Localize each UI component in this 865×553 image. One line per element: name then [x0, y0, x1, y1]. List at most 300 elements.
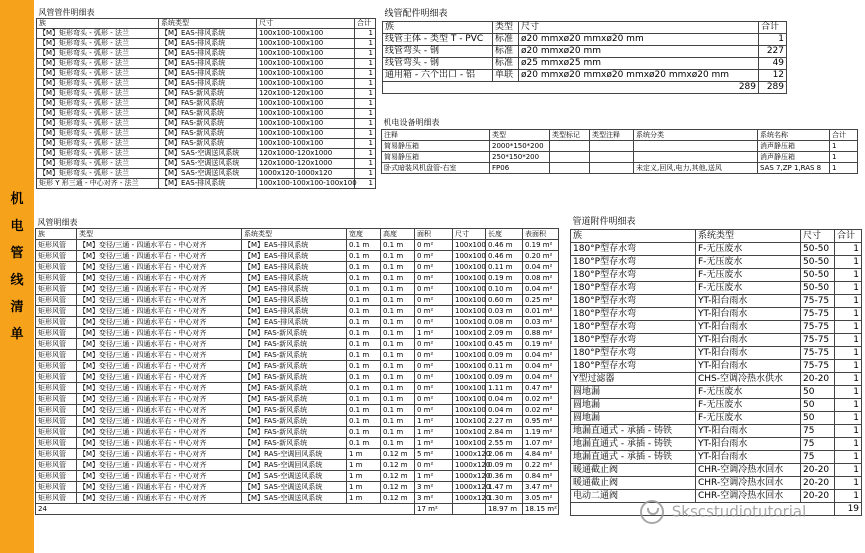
table-cell[interactable]: 100x100 [453, 350, 486, 361]
table-cell[interactable]: 180°P型存水弯 [571, 282, 696, 295]
table-cell[interactable]: 180°P型存水弯 [571, 243, 696, 256]
table-cell[interactable]: 0.1 m [381, 372, 415, 383]
table-cell[interactable]: 3 m² [415, 482, 453, 493]
table-cell[interactable]: 0.1 m [347, 251, 381, 262]
table-cell[interactable]: 【M】EAS-排风系统 [242, 240, 347, 251]
column-header[interactable]: 族 [36, 229, 77, 240]
table-cell[interactable]: 0.20 m² [523, 251, 559, 262]
table-cell[interactable]: 标准 [493, 34, 519, 46]
table-cell[interactable]: ø20 mmxø20 mm [519, 46, 759, 58]
table-cell[interactable]: 【M】矩形弯头 - 弧形 - 法兰 [37, 39, 159, 49]
table-cell[interactable]: 2.09 m [486, 328, 523, 339]
column-header[interactable]: 尺寸 [453, 229, 486, 240]
column-header[interactable]: 尺寸 [519, 22, 759, 34]
table-cell[interactable]: ø20 mmxø20 mmxø20 mmxø20 mmxø20 mm [519, 70, 759, 82]
table-cell[interactable]: 1.19 m² [523, 427, 559, 438]
table-row[interactable] [36, 405, 559, 416]
table-cell[interactable]: F-无压废水 [696, 282, 801, 295]
table-cell[interactable]: 20-20 [801, 477, 835, 490]
table-cell[interactable]: 50 [801, 386, 835, 399]
table-cell[interactable]: 矩形风管 [36, 427, 77, 438]
table-cell[interactable]: 0.88 m² [523, 328, 559, 339]
table-cell[interactable]: 矩形风管 [36, 240, 77, 251]
table-cell[interactable]: 【M】FAS-新风系统 [242, 405, 347, 416]
table-cell[interactable]: 0.03 m [486, 306, 523, 317]
table-cell[interactable]: 0.1 m [381, 273, 415, 284]
table-cell[interactable]: 100x100-100x100 [257, 109, 355, 119]
column-header[interactable]: 族 [37, 19, 159, 29]
table-row[interactable] [36, 317, 559, 328]
table-row[interactable] [36, 295, 559, 306]
table-cell[interactable] [590, 141, 634, 152]
table-cell[interactable]: 【M】EAS-排风系统 [159, 39, 257, 49]
table-row[interactable] [382, 152, 858, 163]
table-row[interactable] [36, 262, 559, 273]
table-cell[interactable]: 0.1 m [381, 438, 415, 449]
table-cell[interactable]: 1 [835, 373, 862, 386]
table-cell[interactable]: 1 [830, 163, 858, 174]
table-cell[interactable]: 【M】变径/三通 - 四通水平右 - 中心对齐 [77, 460, 242, 471]
table-cell[interactable]: 【M】SAS-空调送风系统 [242, 493, 347, 504]
table-row[interactable] [571, 451, 862, 464]
table-cell[interactable]: 简易静压箱 [382, 141, 490, 152]
table-cell[interactable]: 【M】FAS-新风系统 [159, 129, 257, 139]
table-cell[interactable]: 100x100 [453, 262, 486, 273]
table-cell[interactable]: 1 [355, 79, 376, 89]
table-cell[interactable]: 0.1 m [381, 251, 415, 262]
table-cell[interactable]: 100x100-100x100 [257, 69, 355, 79]
table-cell[interactable]: 50-50 [801, 256, 835, 269]
table-cell[interactable]: 简易静压箱 [382, 152, 490, 163]
table-cell[interactable]: F-无压废水 [696, 399, 801, 412]
table-cell[interactable]: 1.07 m² [523, 438, 559, 449]
table-cell[interactable] [550, 141, 590, 152]
table-cell[interactable]: 未定义,回风,电力,其他,送风 [634, 163, 758, 174]
table-row[interactable] [571, 373, 862, 386]
table-cell[interactable]: 矩形风管 [36, 405, 77, 416]
table-cell[interactable]: 【M】SAS-空调送风系统 [242, 482, 347, 493]
table-cell[interactable]: 【M】变径/三通 - 四通水平右 - 中心对齐 [77, 427, 242, 438]
table-cell[interactable]: 矩形风管 [36, 328, 77, 339]
table-cell[interactable]: 20-20 [801, 464, 835, 477]
table-row[interactable] [571, 399, 862, 412]
table-cell[interactable]: 0.1 m [347, 416, 381, 427]
table-cell[interactable]: 【M】变径/三通 - 四通水平右 - 中心对齐 [77, 262, 242, 273]
table-cell[interactable]: 75 [801, 425, 835, 438]
table-cell[interactable]: 120x100-120x100 [257, 89, 355, 99]
table-cell[interactable]: 227 [759, 46, 787, 58]
table-cell[interactable]: 地漏直通式 - 承插 - 铸铁 [571, 438, 696, 451]
table-cell[interactable]: 100x100 [453, 240, 486, 251]
column-header[interactable]: 系统名称 [758, 130, 830, 141]
table-cell[interactable]: 1 m [347, 482, 381, 493]
table-cell[interactable]: 【M】EAS-排风系统 [159, 49, 257, 59]
table-cell[interactable]: 0.1 m [347, 262, 381, 273]
table-cell[interactable]: 100x100 [453, 284, 486, 295]
table-row[interactable] [571, 243, 862, 256]
table-row[interactable] [36, 240, 559, 251]
table-cell[interactable]: 100x100 [453, 383, 486, 394]
table-cell[interactable]: 【M】EAS-排风系统 [242, 295, 347, 306]
table-cell[interactable]: 75-75 [801, 308, 835, 321]
table-cell[interactable]: 0.84 m² [523, 471, 559, 482]
table-cell[interactable]: 【M】变径/三通 - 四通水平右 - 中心对齐 [77, 416, 242, 427]
table-cell[interactable]: F-无压废水 [696, 386, 801, 399]
table-cell[interactable]: 1000x120 [453, 493, 486, 504]
table-cell[interactable]: 【M】FAS-新风系统 [159, 89, 257, 99]
table-cell[interactable]: 【M】变径/三通 - 四通水平右 - 中心对齐 [77, 240, 242, 251]
table-cell[interactable]: 0.1 m [347, 295, 381, 306]
table-cell[interactable]: 0.04 m [486, 394, 523, 405]
table-cell[interactable]: 【M】FAS-新风系统 [242, 383, 347, 394]
table-cell[interactable]: 0.1 m [381, 317, 415, 328]
table-row[interactable] [571, 412, 862, 425]
table-row[interactable] [37, 139, 376, 149]
table-cell[interactable]: 100x100 [453, 394, 486, 405]
table-cell[interactable]: 0.95 m² [523, 416, 559, 427]
table-cell[interactable] [590, 152, 634, 163]
table-cell[interactable]: 0.1 m [347, 361, 381, 372]
column-header[interactable]: 类型注释 [590, 130, 634, 141]
table-cell[interactable]: 180°P型存水弯 [571, 347, 696, 360]
column-header[interactable]: 注释 [382, 130, 490, 141]
table-cell[interactable]: 0.1 m [381, 328, 415, 339]
table-cell[interactable]: 0 m² [415, 295, 453, 306]
table-cell[interactable]: 100x100-100x100 [257, 39, 355, 49]
table-cell[interactable]: 消声静压箱 [758, 152, 830, 163]
table-cell[interactable]: 1 m [347, 449, 381, 460]
table-cell[interactable]: 0.60 m [486, 295, 523, 306]
table-row[interactable] [37, 29, 376, 39]
table-cell[interactable]: F-无压废水 [696, 243, 801, 256]
table-cell[interactable]: 1 [355, 149, 376, 159]
table-cell[interactable]: 3.05 m² [523, 493, 559, 504]
table-cell[interactable]: 0 m² [415, 339, 453, 350]
table-cell[interactable]: 【M】EAS-排风系统 [242, 284, 347, 295]
table-cell[interactable]: 0.03 m² [523, 317, 559, 328]
table-cell[interactable]: 【M】EAS-排风系统 [159, 79, 257, 89]
table-cell[interactable]: 【M】FAS-新风系统 [242, 339, 347, 350]
table-cell[interactable]: 【M】EAS-排风系统 [242, 262, 347, 273]
table-cell[interactable]: 1000x120 [453, 471, 486, 482]
table-cell[interactable]: F-无压废水 [696, 256, 801, 269]
table-cell[interactable]: YT-阳台雨水 [696, 347, 801, 360]
table-cell[interactable]: 标准 [493, 58, 519, 70]
table-cell[interactable]: 0.02 m² [523, 394, 559, 405]
table-cell[interactable]: 卧式暗装风机盘管-右室 [382, 163, 490, 174]
table-cell[interactable]: 【M】矩形弯头 - 弧形 - 法兰 [37, 99, 159, 109]
table-cell[interactable]: 2.06 m [486, 449, 523, 460]
column-header[interactable]: 合计 [759, 22, 787, 34]
table-cell[interactable]: 1 m [347, 460, 381, 471]
table-cell[interactable]: 矩形风管 [36, 416, 77, 427]
table-cell[interactable]: 100x100 [453, 328, 486, 339]
table-cell[interactable]: 0.1 m [347, 438, 381, 449]
table-cell[interactable]: 50-50 [801, 243, 835, 256]
table-cell[interactable]: 0.1 m [381, 361, 415, 372]
table-cell[interactable]: 1 [835, 282, 862, 295]
table-cell[interactable]: 矩形风管 [36, 493, 77, 504]
table-cell[interactable]: 0.12 m [381, 471, 415, 482]
table-cell[interactable]: 100x100 [453, 273, 486, 284]
table-cell[interactable]: 0.12 m [381, 493, 415, 504]
table-cell[interactable]: YT-阳台雨水 [696, 321, 801, 334]
table-row[interactable] [36, 460, 559, 471]
table-cell[interactable]: 1 [355, 109, 376, 119]
table-cell[interactable]: 0.1 m [381, 383, 415, 394]
table-cell[interactable]: 【M】EAS-排风系统 [159, 69, 257, 79]
table-cell[interactable]: 线管弯头 - 钢 [383, 58, 493, 70]
table-cell[interactable]: 2.27 m [486, 416, 523, 427]
table-cell[interactable]: 【M】矩形弯头 - 弧形 - 法兰 [37, 79, 159, 89]
table-row[interactable] [36, 251, 559, 262]
table-cell[interactable]: 0.1 m [347, 405, 381, 416]
table-row[interactable] [36, 438, 559, 449]
table-cell[interactable]: 【M】变径/三通 - 四通水平右 - 中心对齐 [77, 438, 242, 449]
table-cell[interactable]: F-无压废水 [696, 269, 801, 282]
table-cell[interactable]: F-无压废水 [696, 412, 801, 425]
column-header[interactable]: 系统类型 [159, 19, 257, 29]
table-cell[interactable]: 100x100 [453, 361, 486, 372]
table-row[interactable] [37, 159, 376, 169]
table-cell[interactable]: 【M】EAS-排风系统 [159, 179, 257, 189]
table-cell[interactable]: 180°P型存水弯 [571, 321, 696, 334]
table-cell[interactable]: 0.46 m [486, 251, 523, 262]
column-header[interactable]: 合计 [830, 130, 858, 141]
table-cell[interactable]: 0.1 m [347, 306, 381, 317]
table-cell[interactable]: 0.1 m [381, 427, 415, 438]
table-cell[interactable]: 【M】变径/三通 - 四通水平右 - 中心对齐 [77, 328, 242, 339]
table-cell[interactable]: 0 m² [415, 240, 453, 251]
table-cell[interactable]: 75-75 [801, 360, 835, 373]
table-cell[interactable]: 250*150*200 [490, 152, 550, 163]
table-cell[interactable]: 0.1 m [381, 295, 415, 306]
table-cell[interactable]: 【M】EAS-排风系统 [242, 273, 347, 284]
table-row[interactable] [382, 163, 858, 174]
table-row[interactable] [36, 449, 559, 460]
table-cell[interactable]: 0 m² [415, 383, 453, 394]
table-cell[interactable]: 矩形风管 [36, 438, 77, 449]
table-row[interactable] [37, 89, 376, 99]
table-row[interactable] [36, 493, 559, 504]
table-cell[interactable]: 100x100 [453, 405, 486, 416]
table-cell[interactable]: 矩形风管 [36, 361, 77, 372]
table-cell[interactable]: 75-75 [801, 295, 835, 308]
table-cell[interactable]: 0.10 m [486, 284, 523, 295]
table-cell[interactable]: 0.12 m [381, 449, 415, 460]
table-cell[interactable]: 100x100 [453, 372, 486, 383]
table-row[interactable] [36, 427, 559, 438]
table-cell[interactable]: 单联 [493, 70, 519, 82]
table-row[interactable] [571, 347, 862, 360]
column-header[interactable]: 族 [383, 22, 493, 34]
table-cell[interactable]: 0.1 m [381, 350, 415, 361]
table-cell[interactable]: 矩形风管 [36, 317, 77, 328]
table-cell[interactable]: 【M】变径/三通 - 四通水平右 - 中心对齐 [77, 471, 242, 482]
table-cell[interactable]: 0.12 m [381, 460, 415, 471]
table-cell[interactable]: 1 [835, 347, 862, 360]
table-cell[interactable]: 1000x120-1000x120 [257, 169, 355, 179]
table-cell[interactable]: 0.01 m² [523, 306, 559, 317]
table-row[interactable] [37, 59, 376, 69]
table-cell[interactable]: 地漏直通式 - 承插 - 铸铁 [571, 451, 696, 464]
table-row[interactable] [571, 464, 862, 477]
table-cell[interactable]: 180°P型存水弯 [571, 256, 696, 269]
table-cell[interactable]: YT-阳台雨水 [696, 425, 801, 438]
table-row[interactable] [383, 34, 787, 46]
table-cell[interactable]: 1 [835, 477, 862, 490]
table-cell[interactable]: 1 [355, 169, 376, 179]
table-cell[interactable]: 0 m² [415, 460, 453, 471]
table-cell[interactable]: YT-阳台雨水 [696, 360, 801, 373]
table-cell[interactable]: 【M】FAS-新风系统 [242, 438, 347, 449]
table-cell[interactable]: 1 [835, 334, 862, 347]
table-cell[interactable]: 100x100 [453, 251, 486, 262]
table-cell[interactable]: 1 m² [415, 471, 453, 482]
table-cell[interactable]: 0.1 m [347, 328, 381, 339]
table-cell[interactable]: 1 m² [415, 416, 453, 427]
table-cell[interactable]: 【M】变径/三通 - 四通水平右 - 中心对齐 [77, 449, 242, 460]
column-header[interactable]: 尺寸 [801, 230, 835, 243]
table-cell[interactable]: 0.47 m² [523, 383, 559, 394]
table-cell[interactable]: 矩形风管 [36, 295, 77, 306]
table-row[interactable] [571, 321, 862, 334]
table-cell[interactable]: 1 [355, 69, 376, 79]
table-cell[interactable]: 75-75 [801, 321, 835, 334]
table-row[interactable] [37, 49, 376, 59]
table-cell[interactable]: 【M】矩形弯头 - 弧形 - 法兰 [37, 149, 159, 159]
table-row[interactable] [36, 471, 559, 482]
table-cell[interactable]: 1 [759, 34, 787, 46]
table-cell[interactable]: 【M】变径/三通 - 四通水平右 - 中心对齐 [77, 350, 242, 361]
column-header[interactable]: 系统类型 [696, 230, 801, 243]
table-cell[interactable]: 【M】变径/三通 - 四通水平右 - 中心对齐 [77, 295, 242, 306]
table-cell[interactable]: 【M】矩形弯头 - 弧形 - 法兰 [37, 129, 159, 139]
table-cell[interactable]: 【M】矩形弯头 - 弧形 - 法兰 [37, 89, 159, 99]
table-cell[interactable]: CHS-空调冷热水供水 [696, 373, 801, 386]
table-cell[interactable]: 1 m² [415, 328, 453, 339]
table-cell[interactable]: 【M】变径/三通 - 四通水平右 - 中心对齐 [77, 273, 242, 284]
table-cell[interactable]: 49 [759, 58, 787, 70]
table-cell[interactable]: 【M】变径/三通 - 四通水平右 - 中心对齐 [77, 306, 242, 317]
table-cell[interactable]: 【M】EAS-排风系统 [242, 251, 347, 262]
table-cell[interactable]: 0 m² [415, 251, 453, 262]
table-cell[interactable]: 1 [835, 243, 862, 256]
table-cell[interactable]: 0 m² [415, 372, 453, 383]
table-cell[interactable]: 【M】FAS-新风系统 [242, 328, 347, 339]
table-cell[interactable]: 【M】变径/三通 - 四通水平右 - 中心对齐 [77, 493, 242, 504]
table-row[interactable] [571, 360, 862, 373]
table-row[interactable] [36, 383, 559, 394]
table-cell[interactable]: 0.1 m [381, 284, 415, 295]
table-row[interactable] [37, 149, 376, 159]
table-cell[interactable]: 0.12 m [381, 482, 415, 493]
table-cell[interactable]: 1 [835, 386, 862, 399]
table-cell[interactable]: 矩形风管 [36, 394, 77, 405]
table-cell[interactable]: 0.1 m [381, 306, 415, 317]
table-cell[interactable]: 100x100-100x100-100x100 [257, 179, 355, 189]
table-cell[interactable]: 1 [355, 49, 376, 59]
table-cell[interactable]: 【M】变径/三通 - 四通水平右 - 中心对齐 [77, 394, 242, 405]
table-cell[interactable]: 线管主体 - 类型 T - PVC [383, 34, 493, 46]
table-cell[interactable]: YT-阳台雨水 [696, 295, 801, 308]
table-cell[interactable]: 0.1 m [381, 416, 415, 427]
table-cell[interactable]: 矩形风管 [36, 383, 77, 394]
table-cell[interactable]: 100x100 [453, 339, 486, 350]
table-cell[interactable]: 矩形风管 [36, 251, 77, 262]
table-cell[interactable]: 1 [835, 438, 862, 451]
table-cell[interactable]: 100x100 [453, 317, 486, 328]
table-cell[interactable]: 【M】变径/三通 - 四通水平右 - 中心对齐 [77, 372, 242, 383]
table-cell[interactable]: 【M】EAS-排风系统 [242, 306, 347, 317]
table-cell[interactable]: 2.55 m [486, 438, 523, 449]
table-cell[interactable]: 1 [835, 451, 862, 464]
table-row[interactable] [383, 46, 787, 58]
table-cell[interactable]: ø20 mmxø20 mmxø20 mm [519, 34, 759, 46]
table-cell[interactable]: 【M】FAS-新风系统 [159, 139, 257, 149]
table-cell[interactable]: 0.1 m [347, 240, 381, 251]
table-cell[interactable] [550, 163, 590, 174]
table-cell[interactable]: 0 m² [415, 306, 453, 317]
table-cell[interactable]: 矩形风管 [36, 449, 77, 460]
table-row[interactable] [571, 282, 862, 295]
table-cell[interactable]: 【M】矩形弯头 - 弧形 - 法兰 [37, 159, 159, 169]
table-row[interactable] [571, 477, 862, 490]
table-cell[interactable]: 1 [835, 425, 862, 438]
column-header[interactable]: 长度 [486, 229, 523, 240]
table-cell[interactable]: 0 m² [415, 350, 453, 361]
table-cell[interactable]: YT-阳台雨水 [696, 308, 801, 321]
table-cell[interactable]: 【M】SAS-空调送风系统 [159, 159, 257, 169]
table-cell[interactable]: 【M】FAS-新风系统 [242, 350, 347, 361]
table-cell[interactable]: 【M】矩形弯头 - 弧形 - 法兰 [37, 59, 159, 69]
table-cell[interactable]: 1 [835, 360, 862, 373]
table-cell[interactable]: 2.84 m [486, 427, 523, 438]
table-cell[interactable]: 【M】变径/三通 - 四通水平右 - 中心对齐 [77, 361, 242, 372]
table-cell[interactable]: 暖通截止阀 [571, 464, 696, 477]
table-row[interactable] [37, 169, 376, 179]
table-cell[interactable]: 【M】变径/三通 - 四通水平右 - 中心对齐 [77, 339, 242, 350]
table-cell[interactable]: CHR-空调冷热水回水 [696, 464, 801, 477]
table-cell[interactable]: 20-20 [801, 490, 835, 503]
column-header[interactable]: 类型 [493, 22, 519, 34]
table-cell[interactable]: 1 [355, 119, 376, 129]
table-cell[interactable] [550, 152, 590, 163]
table-cell[interactable]: 0.04 m² [523, 350, 559, 361]
table-cell[interactable]: 1.30 m [486, 493, 523, 504]
table-cell[interactable]: 1 [835, 490, 862, 503]
column-header[interactable]: 高度 [381, 229, 415, 240]
table-cell[interactable]: 1 [835, 399, 862, 412]
table-cell[interactable]: 1.11 m [486, 383, 523, 394]
table-cell[interactable]: 矩形风管 [36, 273, 77, 284]
table-row[interactable] [571, 334, 862, 347]
table-row[interactable] [571, 438, 862, 451]
table-cell[interactable]: 0.1 m [347, 339, 381, 350]
table-cell[interactable]: 0 m² [415, 405, 453, 416]
table-cell[interactable]: 0.04 m² [523, 361, 559, 372]
table-cell[interactable]: 100x100 [453, 295, 486, 306]
table-cell[interactable]: 1 [355, 39, 376, 49]
table-cell[interactable]: 100x100-100x100 [257, 49, 355, 59]
table-cell[interactable]: 100x100-100x100 [257, 29, 355, 39]
table-cell[interactable]: 0.08 m² [523, 273, 559, 284]
table-cell[interactable]: 120x1000-120x1000 [257, 149, 355, 159]
table-cell[interactable]: 100x100-100x100 [257, 79, 355, 89]
table-row[interactable] [571, 295, 862, 308]
table-cell[interactable]: 180°P型存水弯 [571, 295, 696, 308]
table-cell[interactable]: 通用箱 - 六个出口 - 铝 [383, 70, 493, 82]
